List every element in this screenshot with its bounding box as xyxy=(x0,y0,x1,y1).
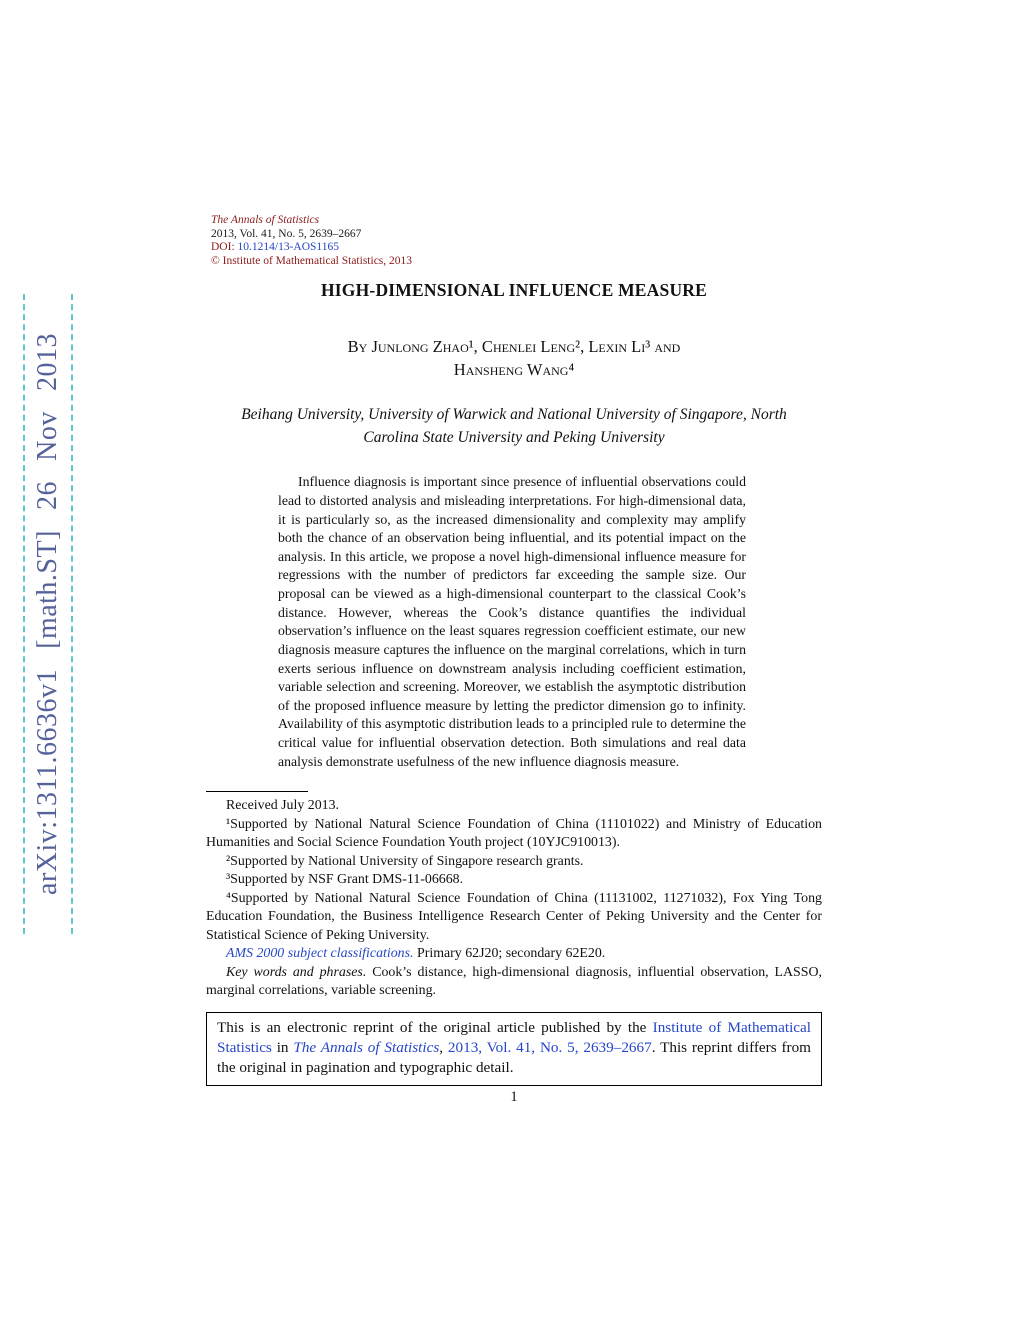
footnote-1: ¹Supported by National Natural Science Foundation of China (11101022) and Ministry of Education Humanities and Social Science Foundation Youth project (10YJC910013). xyxy=(206,816,822,851)
page-number: 1 xyxy=(510,1089,518,1106)
reprint-notice-box xyxy=(206,1012,822,1087)
reprint-journal-link[interactable]: The Annals of Statistics xyxy=(293,1038,440,1056)
authors-block xyxy=(206,335,822,382)
journal-name: The Annals of Statistics xyxy=(211,214,320,226)
arxiv-stamp xyxy=(23,294,73,934)
arxiv-stamp-text: arXiv:1311.6636v1 [math.ST] 26 Nov 2013 xyxy=(32,333,63,895)
ams-classification-text: Primary 62J20; secondary 62E20. xyxy=(413,946,606,962)
reprint-notice-text-1: This is an electronic reprint of the original article published by the xyxy=(217,1018,653,1036)
ams-classification-line xyxy=(206,945,822,963)
keywords-line xyxy=(206,964,822,1001)
doi-label: DOI: xyxy=(211,241,238,254)
affiliations: Beihang University, University of Warwick and National University of Singapore, North Carolina State University and Peking University xyxy=(241,405,787,447)
journal-stamp xyxy=(211,214,412,268)
reprint-notice-text-2: in xyxy=(271,1038,294,1056)
copyright-year: , 2013 xyxy=(383,254,413,267)
journal-volume-line: 2013, Vol. 41, No. 5, 2639–2667 xyxy=(211,227,362,240)
keywords-label: Key words and phrases. xyxy=(226,964,367,980)
paper-title: HIGH-DIMENSIONAL INFLUENCE MEASURE xyxy=(320,280,707,300)
footnote-3: ³Supported by NSF Grant DMS-11-06668. xyxy=(226,872,464,888)
reprint-notice-text-4: . This reprint differs from the original in pagination and typographic detail. xyxy=(217,1038,811,1077)
copyright-symbol: © xyxy=(211,254,223,267)
footnote-4: ⁴Supported by National Natural Science Foundation of China (11131002, 11271032), Fox Ying Tong Education Foundation, the Business Intelligence Research Center of Peking University and the Center for Statistical Science of Peking University. xyxy=(206,890,822,943)
copyright-line xyxy=(211,255,412,269)
doi-link[interactable]: 10.1214/13-AOS1165 xyxy=(237,241,339,254)
reprint-ims-link[interactable]: Institute of Mathematical Statistics xyxy=(217,1018,812,1056)
abstract-text: Influence diagnosis is important since presence of influential observations could lead to distorted analysis and misleading interpretations. For high-dimensional data, it is particularly so, as the increased dimensionality and complexity may amplify both the chance of an observation being influential, and its potential impact on the analysis. In this article, we propose a novel high-dimensional influence measure for regressions with the number of predictors far exceeding the sample size. Our proposal can be viewed as a high-dimensional counterpart to the classical Cook’s distance. However, whereas the Cook’s distance quantifies the individual observation’s influence on the least squares regression coefficient estimate, our new diagnosis measure captures the influence on the marginal correlations, which in turn exerts serious influence on downstream analysis including coefficient estimation, variable selection and screening. Moreover, we establish the asymptotic distribution of the proposed influence measure by letting the predictor dimension go to infinity. Availability of this asymptotic distribution leads to a principled rule to determine the critical value for influential observation detection. Both simulations and real data analysis demonstrate usefulness of the new influence diagnosis measure. xyxy=(278,474,746,769)
ams-classification-link[interactable]: AMS 2000 subject classifications. xyxy=(226,946,414,962)
reprint-volume-link[interactable]: 2013, Vol. 41, No. 5, 2639–2667 xyxy=(447,1038,652,1056)
doi-line xyxy=(211,241,412,255)
keywords-text: Cook’s distance, high-dimensional diagnosis, influential observation, LASSO, marginal correlations, variable screening. xyxy=(206,964,822,999)
received-line: Received July 2013. xyxy=(226,798,340,814)
footnote-separator-rule xyxy=(206,791,308,792)
authors-line-2: Hansheng Wang⁴ xyxy=(453,360,575,380)
copyright-ims-link[interactable]: Institute of Mathematical Statistics xyxy=(222,254,384,267)
footnote-2: ²Supported by National University of Singapore research grants. xyxy=(226,853,584,869)
authors-line-1: By Junlong Zhao¹, Chenlei Leng², Lexin Li³ and xyxy=(347,337,681,356)
footnotes-block xyxy=(206,797,822,1000)
reprint-notice-text-3: , xyxy=(439,1038,448,1056)
article-body xyxy=(206,280,822,1106)
